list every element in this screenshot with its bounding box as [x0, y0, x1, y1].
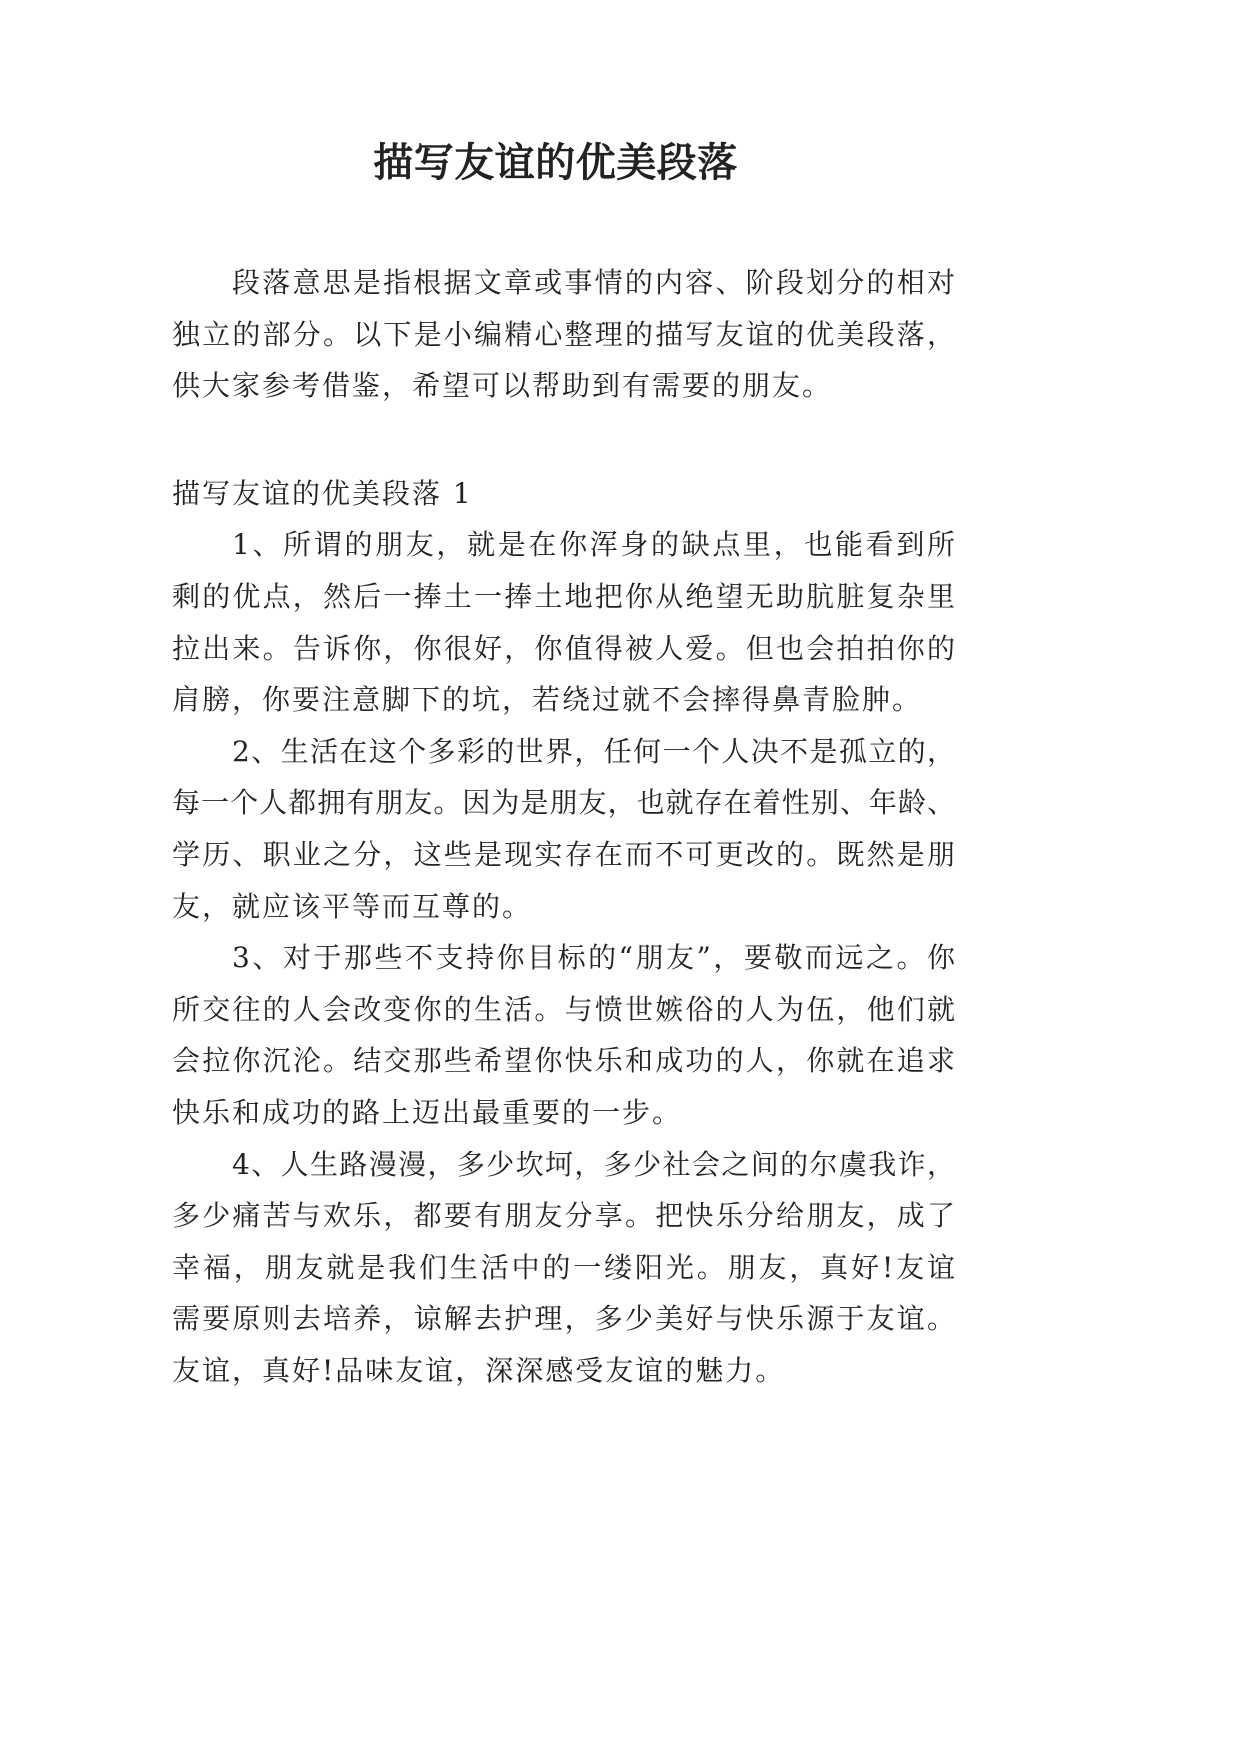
intro-paragraph [172, 257, 955, 412]
paragraph-4 [172, 1139, 955, 1397]
paragraph-line: 3、对于那些不支持你目标的“朋友”，要敬而远之。你 [232, 941, 955, 975]
paragraph-line: 拉出来。告诉你，你很好，你值得被人爱。但也会拍拍你的 [172, 631, 955, 665]
paragraph-line: 友，就应该平等而互尊的。 [172, 889, 533, 923]
paragraph-line: 每一个人都拥有朋友。因为是朋友，也就存在着性别、年龄、 [172, 786, 955, 820]
paragraph-line: 快乐和成功的路上迈出最重要的一步。 [172, 1095, 683, 1129]
intro-line: 独立的部分。以下是小编精心整理的描写友谊的优美段落， [172, 317, 955, 351]
paragraph-line: 学历、职业之分，这些是现实存在而不可更改的。既然是朋 [172, 837, 955, 871]
paragraph-line: 多少痛苦与欢乐，都要有朋友分享。把快乐分给朋友，成了 [172, 1199, 955, 1233]
paragraph-line: 幸福，朋友就是我们生活中的一缕阳光。朋友，真好!友谊 [172, 1250, 955, 1284]
document-body [172, 257, 955, 1396]
paragraph-line: 需要原则去培养，谅解去护理，多少美好与快乐源于友谊。 [172, 1302, 955, 1336]
paragraph-line: 会拉你沉沦。结交那些希望你快乐和成功的人，你就在追求 [172, 1044, 955, 1078]
paragraph-1 [172, 519, 955, 725]
paragraph-line: 2、生活在这个多彩的世界，任何一个人决不是孤立的， [232, 734, 955, 768]
paragraph-line: 1、所谓的朋友，就是在你浑身的缺点里，也能看到所 [232, 528, 955, 562]
intro-line: 段落意思是指根据文章或事情的内容、阶段划分的相对 [232, 266, 955, 299]
paragraph-line: 友谊，真好!品味友谊，深深感受友谊的魅力。 [172, 1353, 786, 1387]
paragraph-3 [172, 932, 955, 1138]
paragraph-2 [172, 726, 955, 932]
section-1 [172, 468, 955, 1397]
section-spacer [172, 412, 955, 468]
paragraph-line: 4、人生路漫漫，多少坎坷，多少社会之间的尔虞我诈， [232, 1147, 955, 1181]
paragraph-line: 所交往的人会改变你的生活。与愤世嫉俗的人为伍，他们就 [172, 992, 955, 1026]
paragraph-line: 剩的优点，然后一捧土一捧土地把你从绝望无助肮脏复杂里 [172, 579, 955, 613]
section-heading: 描写友谊的优美段落 1 [172, 476, 473, 510]
page-title: 描写友谊的优美段落 [373, 139, 738, 186]
intro-line: 供大家参考借鉴，希望可以帮助到有需要的朋友。 [172, 369, 833, 403]
paragraph-line: 肩膀，你要注意脚下的坑，若绕过就不会摔得鼻青脸肿。 [172, 683, 923, 717]
